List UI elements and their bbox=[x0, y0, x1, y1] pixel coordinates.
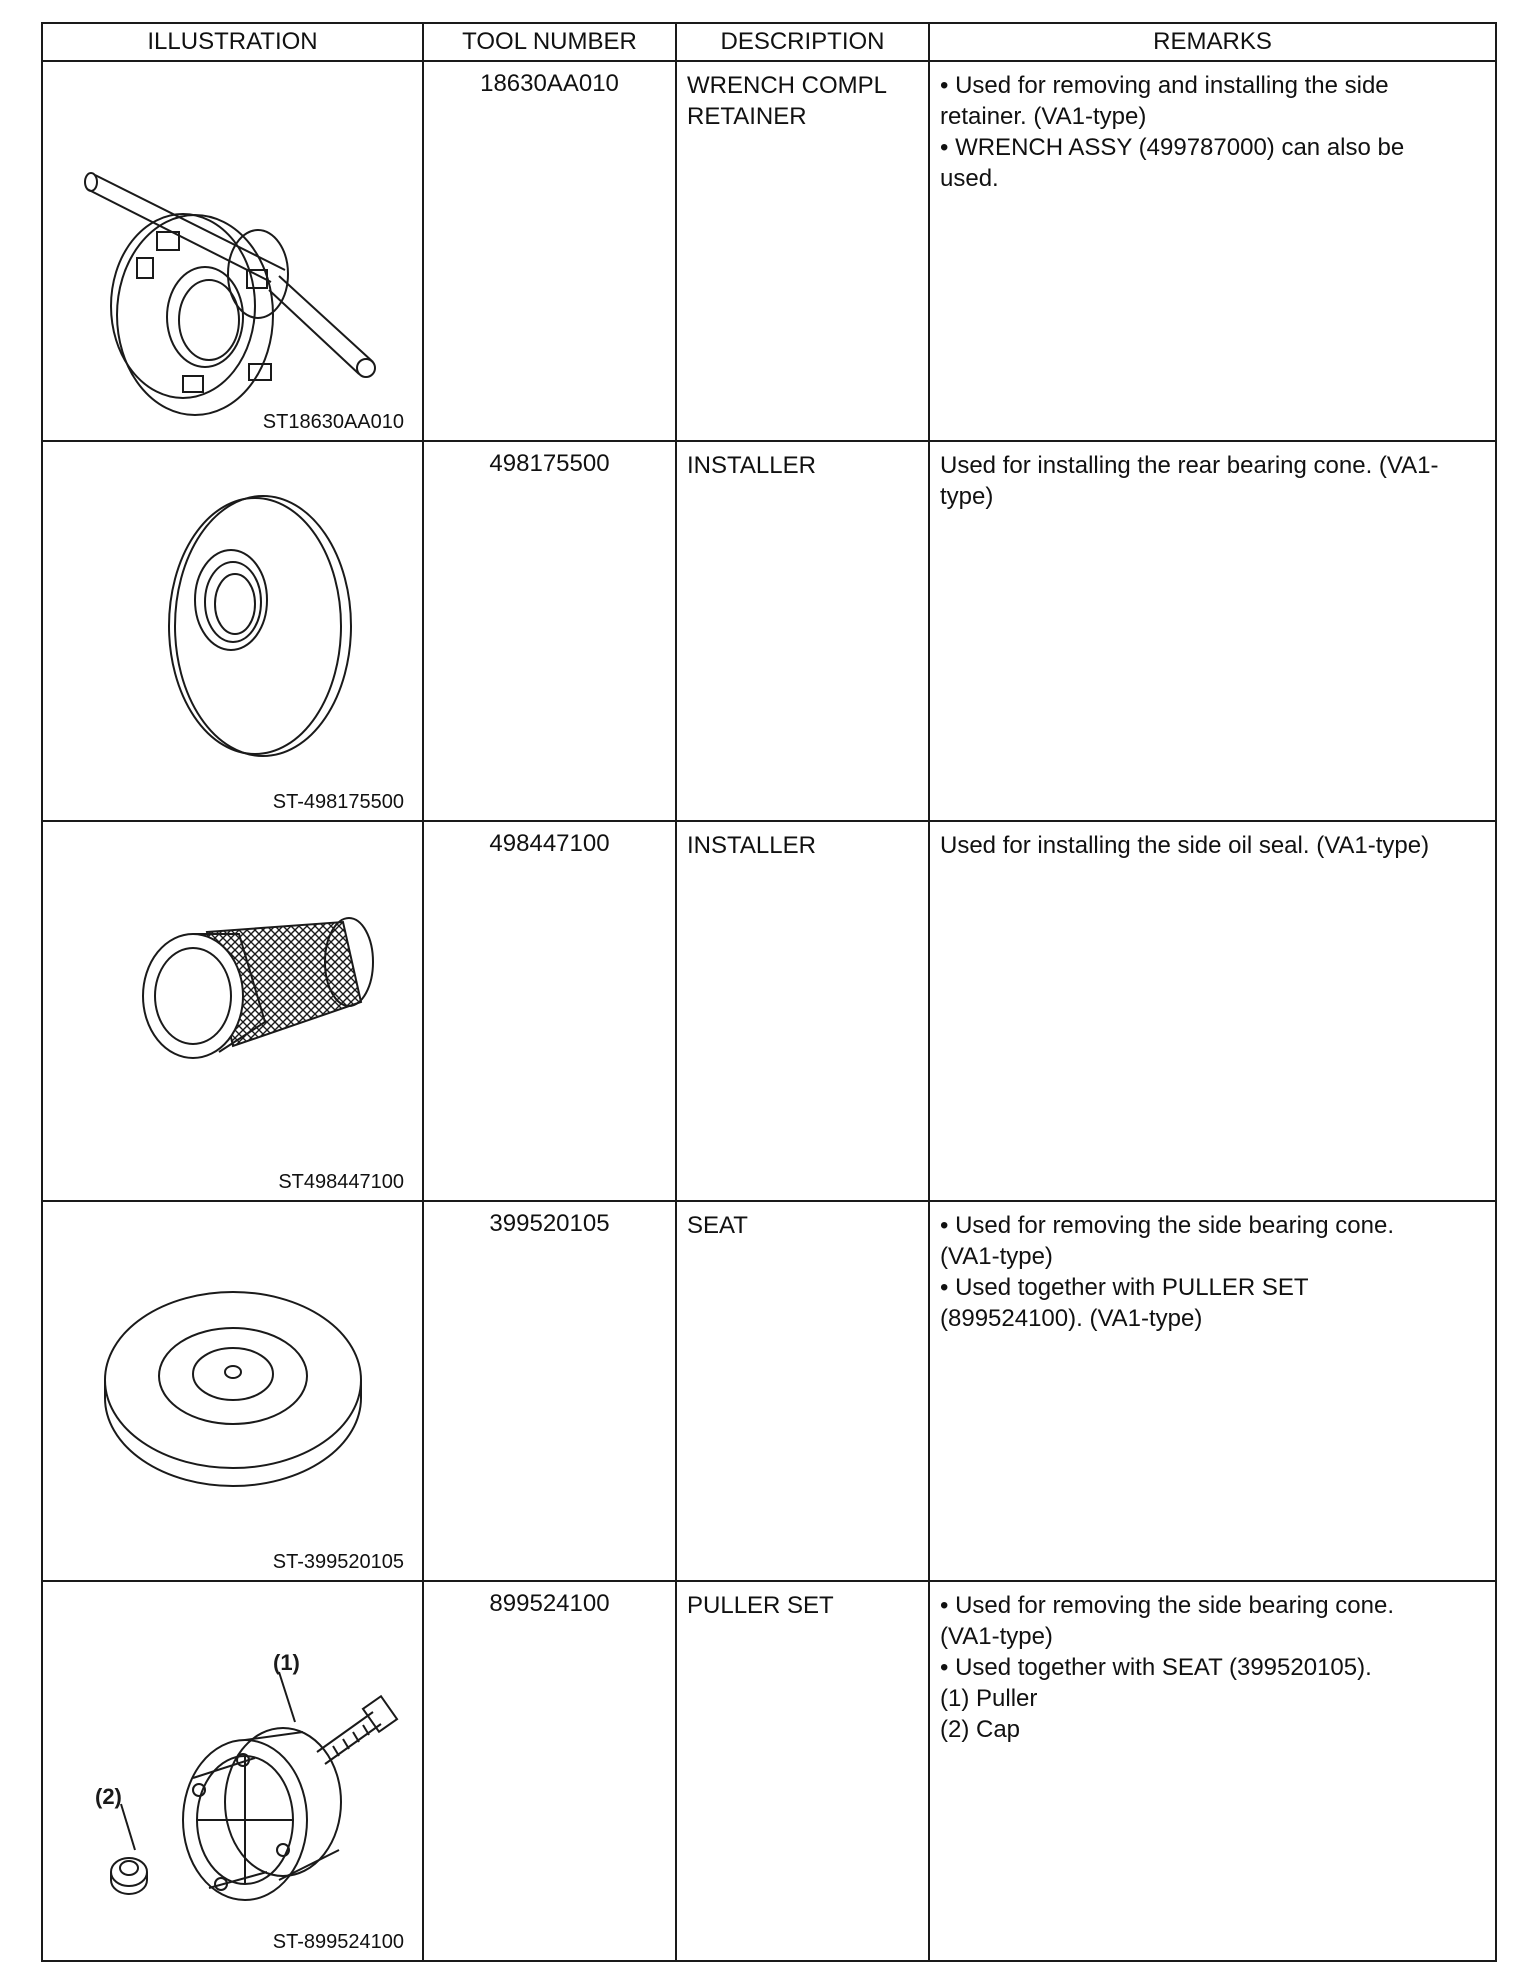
remarks-line: • Used for removing the side bearing cone. bbox=[940, 1212, 1394, 1239]
remarks-line: (2) Cap bbox=[940, 1716, 1021, 1743]
tool-number: 399520105 bbox=[423, 1201, 676, 1581]
description-line: PULLER SET bbox=[687, 1592, 834, 1619]
illustration-cell bbox=[42, 1581, 423, 1961]
illustration-code: ST18630AA010 bbox=[262, 411, 404, 433]
remarks-line: • Used for removing the side bearing cone. bbox=[940, 1592, 1394, 1619]
remarks-line: used. bbox=[940, 165, 999, 192]
remarks bbox=[929, 821, 1496, 1201]
remarks bbox=[929, 61, 1496, 441]
table-row bbox=[42, 821, 1496, 1201]
illustration-code: ST-498175500 bbox=[272, 791, 404, 813]
table-row bbox=[42, 1201, 1496, 1581]
wrench-retainer-icon bbox=[43, 62, 424, 432]
remarks-line: Used for installing the side oil seal. (VA1-type) bbox=[940, 832, 1430, 859]
remarks bbox=[929, 1581, 1496, 1961]
seal-installer-icon bbox=[43, 822, 424, 1192]
illustration-code: ST-399520105 bbox=[272, 1551, 404, 1573]
remarks bbox=[929, 1201, 1496, 1581]
header-remarks: REMARKS bbox=[929, 23, 1496, 61]
description-line: INSTALLER bbox=[687, 832, 816, 859]
remarks-line: Used for installing the rear bearing cone. (VA1- bbox=[940, 452, 1439, 479]
disc-installer-icon bbox=[43, 442, 424, 812]
illustration-cell bbox=[42, 441, 423, 821]
callout-2: (2) bbox=[95, 1784, 122, 1809]
callout-1: (1) bbox=[273, 1650, 300, 1675]
tool-number: 498447100 bbox=[423, 821, 676, 1201]
illustration-cell bbox=[42, 821, 423, 1201]
remarks bbox=[929, 441, 1496, 821]
remarks-line: (VA1-type) bbox=[940, 1623, 1053, 1650]
special-tools-table bbox=[41, 22, 1497, 1962]
remarks-line: • Used together with PULLER SET bbox=[940, 1274, 1309, 1301]
puller-set-icon bbox=[43, 1582, 424, 1952]
description bbox=[676, 1581, 929, 1961]
description-line: SEAT bbox=[687, 1212, 748, 1239]
remarks-line: • Used together with SEAT (399520105). bbox=[940, 1654, 1372, 1681]
remarks-line: • WRENCH ASSY (499787000) can also be bbox=[940, 134, 1405, 161]
illustration-cell bbox=[42, 61, 423, 441]
description bbox=[676, 441, 929, 821]
header-tool-number: TOOL NUMBER bbox=[423, 23, 676, 61]
remarks-line: (899524100). (VA1-type) bbox=[940, 1305, 1203, 1332]
table-row bbox=[42, 1581, 1496, 1961]
illustration-code: ST498447100 bbox=[278, 1171, 404, 1193]
header-illustration: ILLUSTRATION bbox=[42, 23, 423, 61]
remarks-line: (VA1-type) bbox=[940, 1243, 1053, 1270]
description-line: INSTALLER bbox=[687, 452, 816, 479]
remarks-line: retainer. (VA1-type) bbox=[940, 103, 1147, 130]
illustration-cell bbox=[42, 1201, 423, 1581]
description bbox=[676, 61, 929, 441]
tool-number: 899524100 bbox=[423, 1581, 676, 1961]
description bbox=[676, 821, 929, 1201]
table-row bbox=[42, 61, 1496, 441]
tool-number: 498175500 bbox=[423, 441, 676, 821]
header-description: DESCRIPTION bbox=[676, 23, 929, 61]
header-row bbox=[42, 23, 1496, 61]
remarks-line: • Used for removing and installing the side bbox=[940, 72, 1389, 99]
remarks-line: type) bbox=[940, 483, 994, 510]
table-row bbox=[42, 441, 1496, 821]
description bbox=[676, 1201, 929, 1581]
tool-number: 18630AA010 bbox=[423, 61, 676, 441]
illustration-code: ST-899524100 bbox=[272, 1931, 404, 1953]
description-line: WRENCH COMPL bbox=[687, 72, 888, 99]
remarks-line: (1) Puller bbox=[940, 1685, 1038, 1712]
seat-disc-icon bbox=[43, 1202, 424, 1572]
description-line: RETAINER bbox=[687, 103, 807, 130]
